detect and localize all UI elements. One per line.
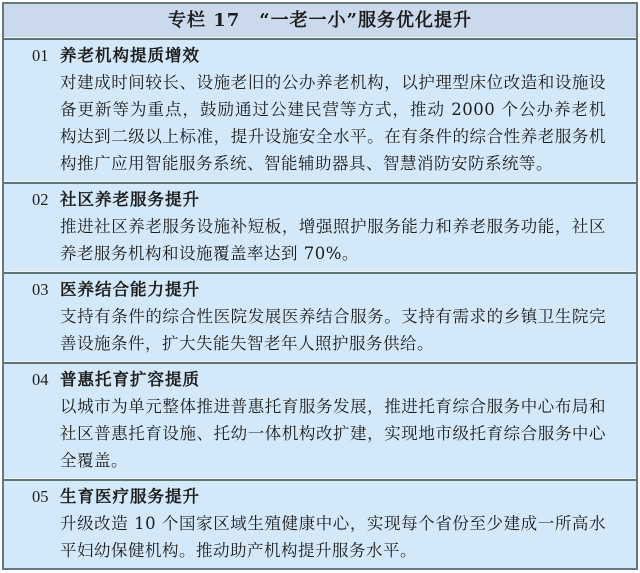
section-title: 医养结合能力提升 [60, 280, 200, 299]
section-title-row [32, 276, 606, 303]
section-04 [4, 364, 636, 478]
section-body: 推进社区养老服务设施补短板，增强照护服务能力和养老服务功能，社区养老服务机构和设施覆盖率达到 70%。 [60, 217, 606, 263]
section-number: 05 [32, 487, 49, 506]
section-title-row [32, 366, 606, 393]
section-02 [4, 184, 636, 271]
section-title-row [32, 186, 606, 213]
section-number: 01 [32, 46, 49, 65]
section-number: 03 [32, 280, 49, 299]
section-number: 04 [32, 370, 49, 389]
section-body: 以城市为单元整体推进普惠托育服务发展，推进托育综合服务中心布局和社区普惠托育设施、托幼一体机构改扩建，实现地市级托育综合服务中心全覆盖。 [60, 397, 606, 470]
section-body: 对建成时间较长、设施老旧的公办养老机构，以护理型床位改造和设施设备更新等为重点，鼓励通过公建民营等方式，推动 2000 个公办养老机构达到二级以上标准，提升设施安全水平。在有条件的综合性养老服务机构推广应用智能服务系统、智能辅助器具、智慧消防安防系统等。 [60, 73, 606, 173]
section-title-row [32, 483, 606, 510]
policy-box [2, 2, 638, 570]
section-title-row [32, 42, 606, 69]
section-05 [4, 481, 636, 568]
section-title: 普惠托育扩容提质 [60, 370, 200, 389]
section-number: 02 [32, 190, 49, 209]
box-title: 专栏 17 “一老一小”服务优化提升 [4, 4, 636, 37]
section-body: 支持有条件的综合性医院发展医养结合服务。支持有需求的乡镇卫生院完善设施条件，扩大失能失智老年人照护服务供给。 [60, 307, 606, 353]
section-01 [4, 40, 636, 181]
section-title: 社区养老服务提升 [60, 190, 200, 209]
section-title: 生育医疗服务提升 [60, 487, 200, 506]
section-body: 升级改造 10 个国家区域生殖健康中心，实现每个省份至少建成一所高水平妇幼保健机构。推动助产机构提升服务水平。 [60, 514, 606, 560]
section-title: 养老机构提质增效 [60, 46, 200, 65]
section-03 [4, 274, 636, 361]
